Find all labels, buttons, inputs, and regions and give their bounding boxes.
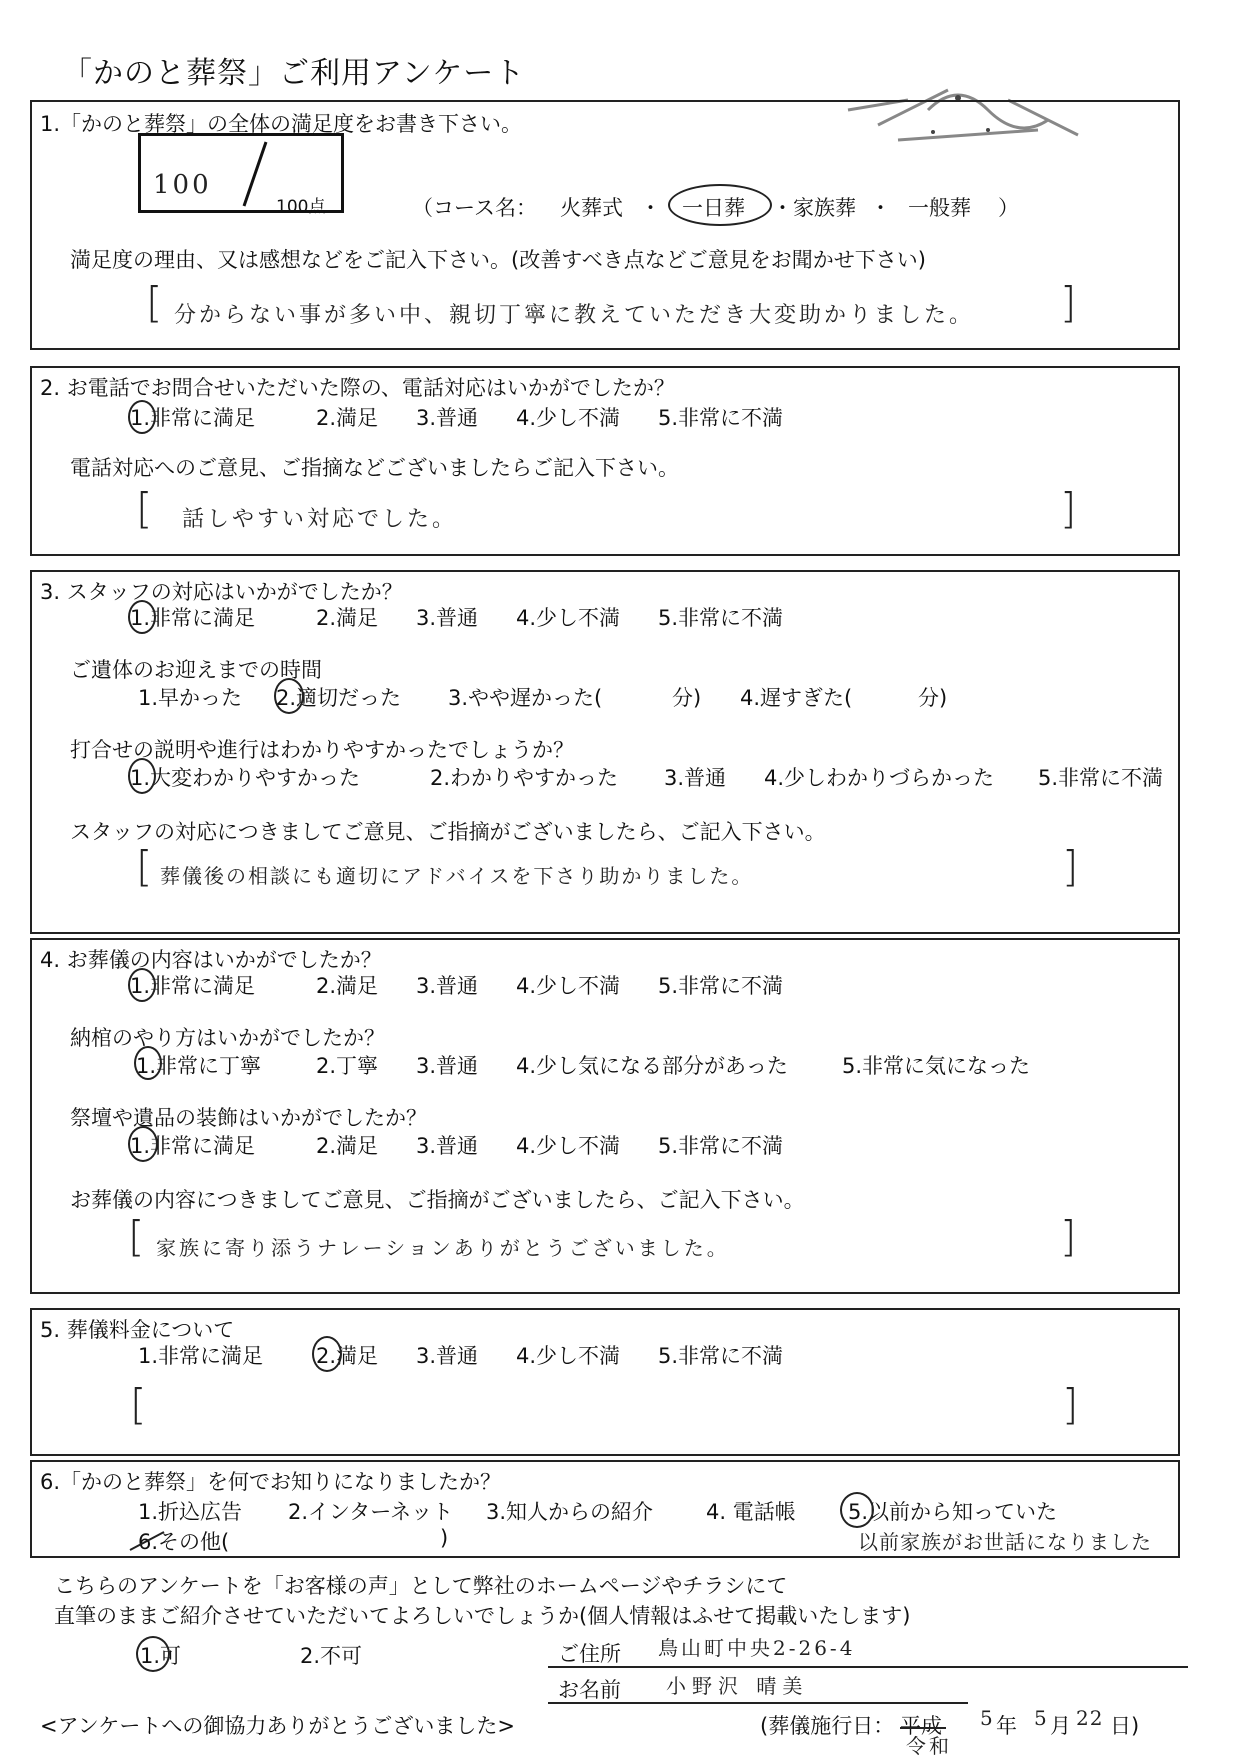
q3-sub2-option-4[interactable]: 4.少しわかりづらかった [764,766,995,790]
selected-circle [128,600,156,634]
q1-course-general[interactable]: 一般葬 [908,196,971,220]
q4-option-5[interactable]: 5.非常に不満 [658,974,784,998]
section-q5 [30,1308,1180,1456]
score-max: 100点 [276,197,326,217]
q6-option-5[interactable]: 5.以前から知っていた [848,1500,1058,1524]
section-q4 [30,938,1180,1294]
q3-sub1-option-3[interactable]: 3.やや遅かった( [448,686,603,710]
score-slash [236,138,276,210]
q4-sub1: 納棺のやり方はいかがでしたか？ [70,1026,385,1050]
q3-option-4[interactable]: 4.少し不満 [516,606,621,630]
close-bracket: ] [1060,1212,1077,1261]
q4-sub2-option-3[interactable]: 3.普通 [416,1134,479,1158]
section-q2 [30,366,1180,556]
q6-option-3[interactable]: 3.知人からの紹介 [486,1500,654,1524]
q1-question: 1.「かのと葬祭」の全体の満足度をお書き下さい。 [40,112,523,136]
close-bracket: ] [1062,842,1079,891]
consent-no[interactable]: 2.不可 [300,1644,363,1668]
q3-sub1-option-1[interactable]: 1.早かった [138,686,243,710]
q3-sub1-option-2[interactable]: 2.適切だった [276,686,402,710]
section-q3 [30,570,1180,934]
q4-sub1-option-4[interactable]: 4.少し気になる部分があった [516,1054,788,1078]
q6-option-other[interactable]: 6.その他( [138,1530,230,1554]
consent-line2: 直筆のままご紹介させていただいてよろしいでしょうか(個人情報はふせて掲載いたします) [54,1604,911,1628]
page-title: 「かのと葬祭」ご利用アンケート [62,56,526,91]
thanks-text: <アンケートへの御協力ありがとうございました> [40,1714,515,1738]
date-month-unit: 月 [1050,1714,1071,1738]
q5-question: 5. 葬儀料金について [40,1318,235,1342]
q1-reason-answer: 分からない事が多い中、親切丁寧に教えていただき大変助かりました。 [174,303,975,328]
q4-answer: 家族に寄り添うナレーションありがとうございました。 [156,1236,730,1260]
q4-option-2[interactable]: 2.満足 [316,974,379,998]
open-bracket: [ [130,1380,147,1429]
q2-prompt: 電話対応へのご意見、ご指摘などございましたらご記入下さい。 [70,456,679,480]
date-year-unit: 年 [996,1714,1017,1738]
q4-sub1-option-1[interactable]: 1.非常に丁寧 [136,1054,262,1078]
q3-prompt: スタッフの対応につきましてご意見、ご指摘がございましたら、ご記入下さい。 [70,820,826,844]
q5-option-5[interactable]: 5.非常に不満 [658,1344,784,1368]
q3-sub1-option-4[interactable]: 4.遅すぎた( [740,686,853,710]
date-day: 22 [1076,1706,1104,1730]
q1-course-sep1: ・ [640,196,661,220]
q4-sub2-option-4[interactable]: 4.少し不満 [516,1134,621,1158]
q6-option-1[interactable]: 1.折込広告 [138,1500,243,1524]
q6-option-4[interactable]: 4. 電話帳 [706,1500,796,1524]
open-bracket: [ [146,278,163,327]
q4-sub2-option-1[interactable]: 1.非常に満足 [130,1134,256,1158]
q4-option-4[interactable]: 4.少し不満 [516,974,621,998]
selected-circle [128,968,156,1002]
q4-sub2-option-5[interactable]: 5.非常に不満 [658,1134,784,1158]
name-value: 小野沢 晴美 [666,1674,809,1698]
date-month: 5 [1034,1706,1050,1730]
q4-prompt: お葬儀の内容につきましてご意見、ご指摘がございましたら、ご記入下さい。 [70,1188,805,1212]
close-bracket: ] [1060,484,1077,533]
q1-course-cremation[interactable]: 火葬式 [560,196,623,220]
selected-circle [134,1046,162,1080]
consent-line1: こちらのアンケートを「お客様の声」として弊社のホームページやチラシにて [54,1574,788,1598]
q5-option-1[interactable]: 1.非常に満足 [138,1344,264,1368]
date-day-unit: 日) [1110,1714,1140,1738]
score-written: 100 [153,170,212,200]
q3-option-2[interactable]: 2.満足 [316,606,379,630]
q2-option-5[interactable]: 5.非常に不満 [658,406,784,430]
q4-option-1[interactable]: 1.非常に満足 [130,974,256,998]
selected-circle [312,1336,342,1372]
q2-option-3[interactable]: 3.普通 [416,406,479,430]
q6-option-2[interactable]: 2.インターネット [288,1500,454,1524]
open-bracket: [ [136,842,153,891]
date-era-printed: 平成 [900,1714,942,1738]
name-label: お名前 [558,1678,621,1702]
q1-reason-prompt: 満足度の理由、又は感想などをご記入下さい。(改善すべき点などご意見をお聞かせ下さい) [70,248,926,272]
q4-option-3[interactable]: 3.普通 [416,974,479,998]
strike-mark [128,1528,168,1554]
q1-course-label: （コース名： [412,196,537,220]
selected-circle [128,1126,158,1162]
q4-sub1-option-3[interactable]: 3.普通 [416,1054,479,1078]
address-label: ご住所 [558,1642,621,1666]
close-bracket: ] [1062,1380,1079,1429]
q2-option-4[interactable]: 4.少し不満 [516,406,621,430]
q4-sub1-option-5[interactable]: 5.非常に気になった [842,1054,1031,1078]
q3-sub2-option-2[interactable]: 2.わかりやすかった [430,766,619,790]
selected-circle [840,1492,874,1528]
selected-circle [668,184,772,226]
q2-option-2[interactable]: 2.満足 [316,406,379,430]
q3-option-3[interactable]: 3.普通 [416,606,479,630]
close-bracket: ] [1060,278,1077,327]
date-year: 5 [980,1706,996,1730]
q3-answer: 葬儀後の相談にも適切にアドバイスを下さり助かりました。 [160,864,754,888]
q4-sub2-option-2[interactable]: 2.満足 [316,1134,379,1158]
date-label: (葬儀施行日： [760,1714,895,1738]
q3-sub1: ご遺体のお迎えまでの時間 [70,658,322,682]
date-era-written: 令和 [906,1734,952,1758]
q4-sub2: 祭壇や遺品の装飾はいかがでしたか？ [70,1106,427,1130]
q3-sub1-option-3-unit: 分) [672,686,702,710]
q6-question: 6.「かのと葬祭」を何でお知りになりましたか？ [40,1470,502,1494]
q3-sub2-option-1[interactable]: 1.大変わかりやすかった [130,766,361,790]
q3-question: 3. スタッフの対応はいかがでしたか？ [40,580,403,604]
q2-answer: 話しやすい対応でした。 [182,507,458,532]
q3-sub1-option-4-unit: 分) [918,686,948,710]
q5-option-2[interactable]: 2.満足 [316,1344,379,1368]
open-bracket: [ [128,1212,145,1261]
q1-course-close: ） [998,196,1019,220]
selected-circle [274,678,304,714]
q5-option-3[interactable]: 3.普通 [416,1344,479,1368]
q6-note: 以前家族がお世話になりました [858,1530,1152,1554]
q3-sub2-option-3[interactable]: 3.普通 [664,766,727,790]
q1-course-oneday[interactable]: 一日葬 [682,196,745,220]
q1-course-family[interactable]: ・家族葬 [772,196,856,220]
q5-option-4[interactable]: 4.少し不満 [516,1344,621,1368]
name-underline [548,1702,968,1704]
q4-sub1-option-2[interactable]: 2.丁寧 [316,1054,379,1078]
selected-circle [136,1636,170,1672]
q3-option-1[interactable]: 1.非常に満足 [130,606,256,630]
q3-option-5[interactable]: 5.非常に不満 [658,606,784,630]
address-value: 鳥山町中央2-26-4 [658,1636,856,1660]
q2-question: 2. お電話でお問合せいただいた際の、電話対応はいかがでしたか？ [40,376,675,400]
q4-question: 4. お葬儀の内容はいかがでしたか？ [40,948,382,972]
address-underline [548,1666,1188,1668]
selected-circle [128,758,156,794]
q3-sub2: 打合せの説明や進行はわかりやすかったでしょうか？ [70,738,574,762]
consent-yes[interactable]: 1.可 [140,1644,182,1668]
selected-circle [128,400,156,434]
q6-option-other-close: ) [440,1526,449,1550]
q1-course-sep2: ・ [870,196,891,220]
open-bracket: [ [136,484,153,533]
q2-option-1[interactable]: 1.非常に満足 [130,406,256,430]
q3-sub2-option-5[interactable]: 5.非常に不満 [1038,766,1164,790]
